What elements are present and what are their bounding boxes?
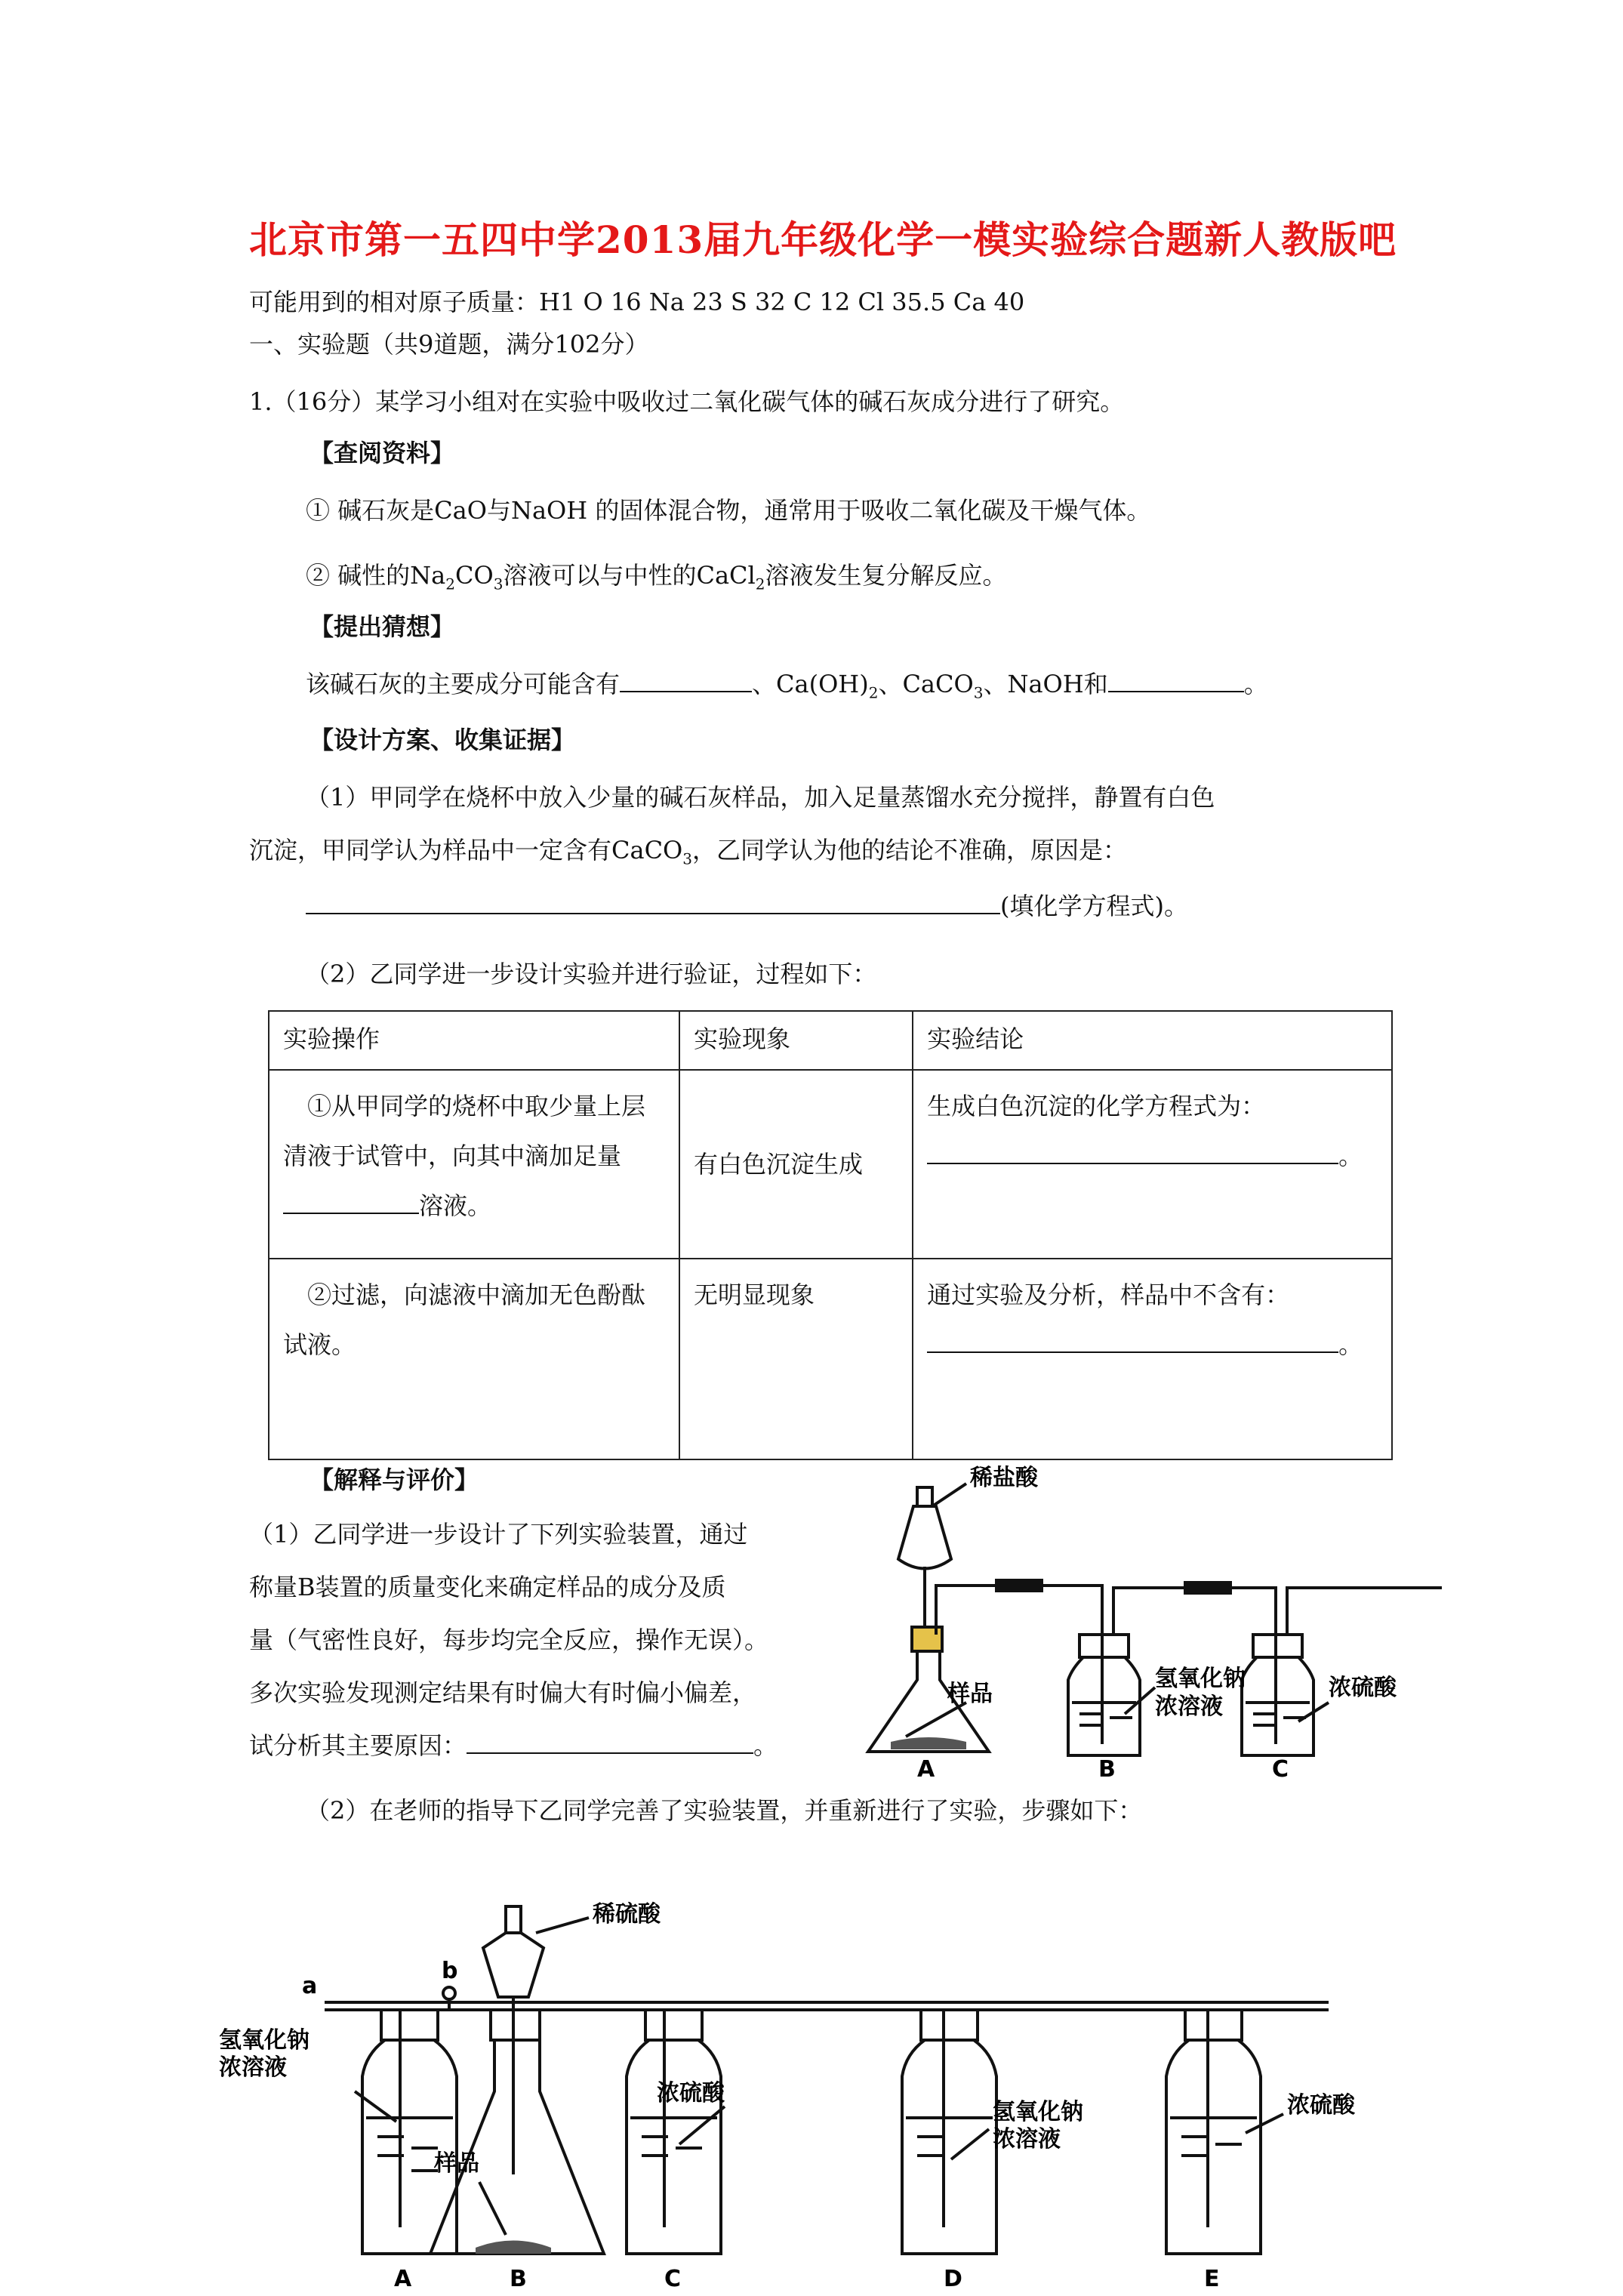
answer-blank[interactable]: [283, 1191, 419, 1214]
page-title: 北京市第一五四中学2013届九年级化学一模实验综合题新人教版吧: [249, 217, 1397, 262]
table-row: [269, 1259, 1392, 1459]
label-h2so4: 浓硫酸: [1329, 1675, 1397, 1701]
label-naoh: 氢氧化钠: [1155, 1666, 1246, 1692]
gas-washing-bottle-icon: [1166, 2040, 1261, 2254]
table-cell: 无明显现象: [679, 1259, 913, 1459]
label-C: C: [1272, 1756, 1289, 1783]
label-sample: 样品: [434, 2150, 479, 2177]
label-naoh-D: 氢氧化钠: [993, 2099, 1083, 2125]
table-header: 实验现象: [679, 1011, 913, 1070]
eval-1-line-4: 多次实验发现测定结果有时偏大有时偏小偏差，: [249, 1678, 757, 1707]
label-A: A: [917, 1756, 935, 1783]
label-naoh-D-2: 浓溶液: [993, 2126, 1061, 2153]
apparatus-figure-2: [196, 1872, 1355, 2292]
experiment-table: [268, 1010, 1393, 1460]
table-cell: 有白色沉淀生成: [679, 1070, 913, 1259]
answer-blank[interactable]: [306, 892, 1000, 914]
ref-item-2: ② 碱性的$Na_2CO_3$溶液可以与中性的CaCl$_2$溶液发生复分解反应。: [306, 561, 1007, 593]
table-cell: 生成白色沉淀的化学方程式为： 。: [913, 1070, 1392, 1259]
eval-2: （2）在老师的指导下乙同学完善了实验装置，并重新进行了实验，步骤如下：: [306, 1796, 1143, 1825]
table-header: 实验结论: [913, 1011, 1392, 1070]
q1-intro: 1.（16分）某学习小组对在实验中吸收过二氧化碳气体的碱石灰成分进行了研究。: [249, 387, 1125, 416]
eval-1-line-3: 量（气密性良好，每步均完全反应，操作无误）。: [249, 1626, 769, 1654]
label-naoh-A-2: 浓溶液: [219, 2054, 287, 2081]
section-heading: 一、实验题（共9道题，满分102分）: [249, 330, 649, 359]
label-b: b: [442, 1958, 458, 1984]
gas-washing-bottle-icon: [1068, 1657, 1140, 1755]
design-heading: 【设计方案、收集证据】: [310, 726, 576, 754]
table-header: 实验操作: [269, 1011, 679, 1070]
gas-washing-bottle-icon: [1242, 1657, 1313, 1755]
label-B: B: [510, 2266, 527, 2292]
answer-blank[interactable]: [1108, 670, 1244, 692]
answer-blank[interactable]: [620, 670, 752, 692]
design-2: （2）乙同学进一步设计实验并进行验证，过程如下：: [306, 960, 877, 988]
gas-washing-bottle-icon: [627, 2040, 721, 2254]
label-C: C: [664, 2266, 682, 2292]
label-h2so4-C: 浓硫酸: [657, 2080, 725, 2106]
design-1-line-1: （1）甲同学在烧杯中放入少量的碱石灰样品，加入足量蒸馏水充分搅拌，静置有白色: [306, 783, 1215, 812]
table-cell: 通过实验及分析，样品中不含有： 。: [913, 1259, 1392, 1459]
table-cell: ①从甲同学的烧杯中取少量上层清液于试管中，向其中滴加足量溶液。: [269, 1070, 679, 1259]
atomic-mass-line: 可能用到的相对原子质量：H1 O 16 Na 23 S 32 C 12 Cl 35.5 Ca 40: [249, 288, 1025, 316]
apparatus-figure-1: [853, 1453, 1457, 1783]
ref-heading: 【查阅资料】: [310, 439, 455, 467]
label-sample: 样品: [947, 1681, 993, 1707]
label-E: E: [1204, 2266, 1220, 2292]
label-D: D: [944, 2266, 962, 2292]
guess-heading: 【提出猜想】: [310, 612, 455, 641]
answer-blank[interactable]: [927, 1330, 1338, 1353]
table-cell: ②过滤，向滤液中滴加无色酚酞试液。: [269, 1259, 679, 1459]
label-B: B: [1098, 1756, 1116, 1783]
label-dilute-h2so4: 稀硫酸: [593, 1901, 661, 1928]
label-dilute-hcl: 稀盐酸: [970, 1465, 1038, 1491]
answer-blank[interactable]: [927, 1142, 1338, 1164]
label-a: a: [302, 1973, 318, 1999]
label-A: A: [394, 2266, 412, 2292]
answer-blank[interactable]: [467, 1731, 753, 1754]
label-naoh-A: 氢氧化钠: [219, 2027, 310, 2054]
table-row: [269, 1070, 1392, 1259]
gas-washing-bottle-icon: [902, 2040, 996, 2254]
guess-line: 该碱石灰的主要成分可能含有 、$Ca(OH)_2$、CaCO$_3$、NaOH和 。: [306, 670, 1268, 702]
label-h2so4-E: 浓硫酸: [1287, 2092, 1355, 2119]
eval-1-line-2: 称量B装置的质量变化来确定样品的成分及质: [249, 1573, 726, 1601]
design-1-line-2: 沉淀，甲同学认为样品中一定含有CaCO$_3$，乙同学认为他的结论不准确，原因是：: [249, 836, 1128, 868]
eval-heading: 【解释与评价】: [310, 1465, 479, 1494]
separatory-funnel-icon: [898, 1506, 951, 1569]
ref-item-1: ① 碱石灰是CaO与NaOH 的固体混合物，通常用于吸收二氧化碳及干燥气体。: [306, 496, 1151, 525]
separatory-funnel-icon: [483, 1933, 544, 1997]
eval-1-line-5: 试分析其主要原因： 。: [249, 1731, 778, 1760]
design-1-line-3: (填化学方程式)。: [306, 891, 1188, 921]
label-naoh-2: 浓溶液: [1155, 1693, 1223, 1720]
eval-1-line-1: （1）乙同学进一步设计了下列实验装置，通过: [249, 1520, 748, 1549]
